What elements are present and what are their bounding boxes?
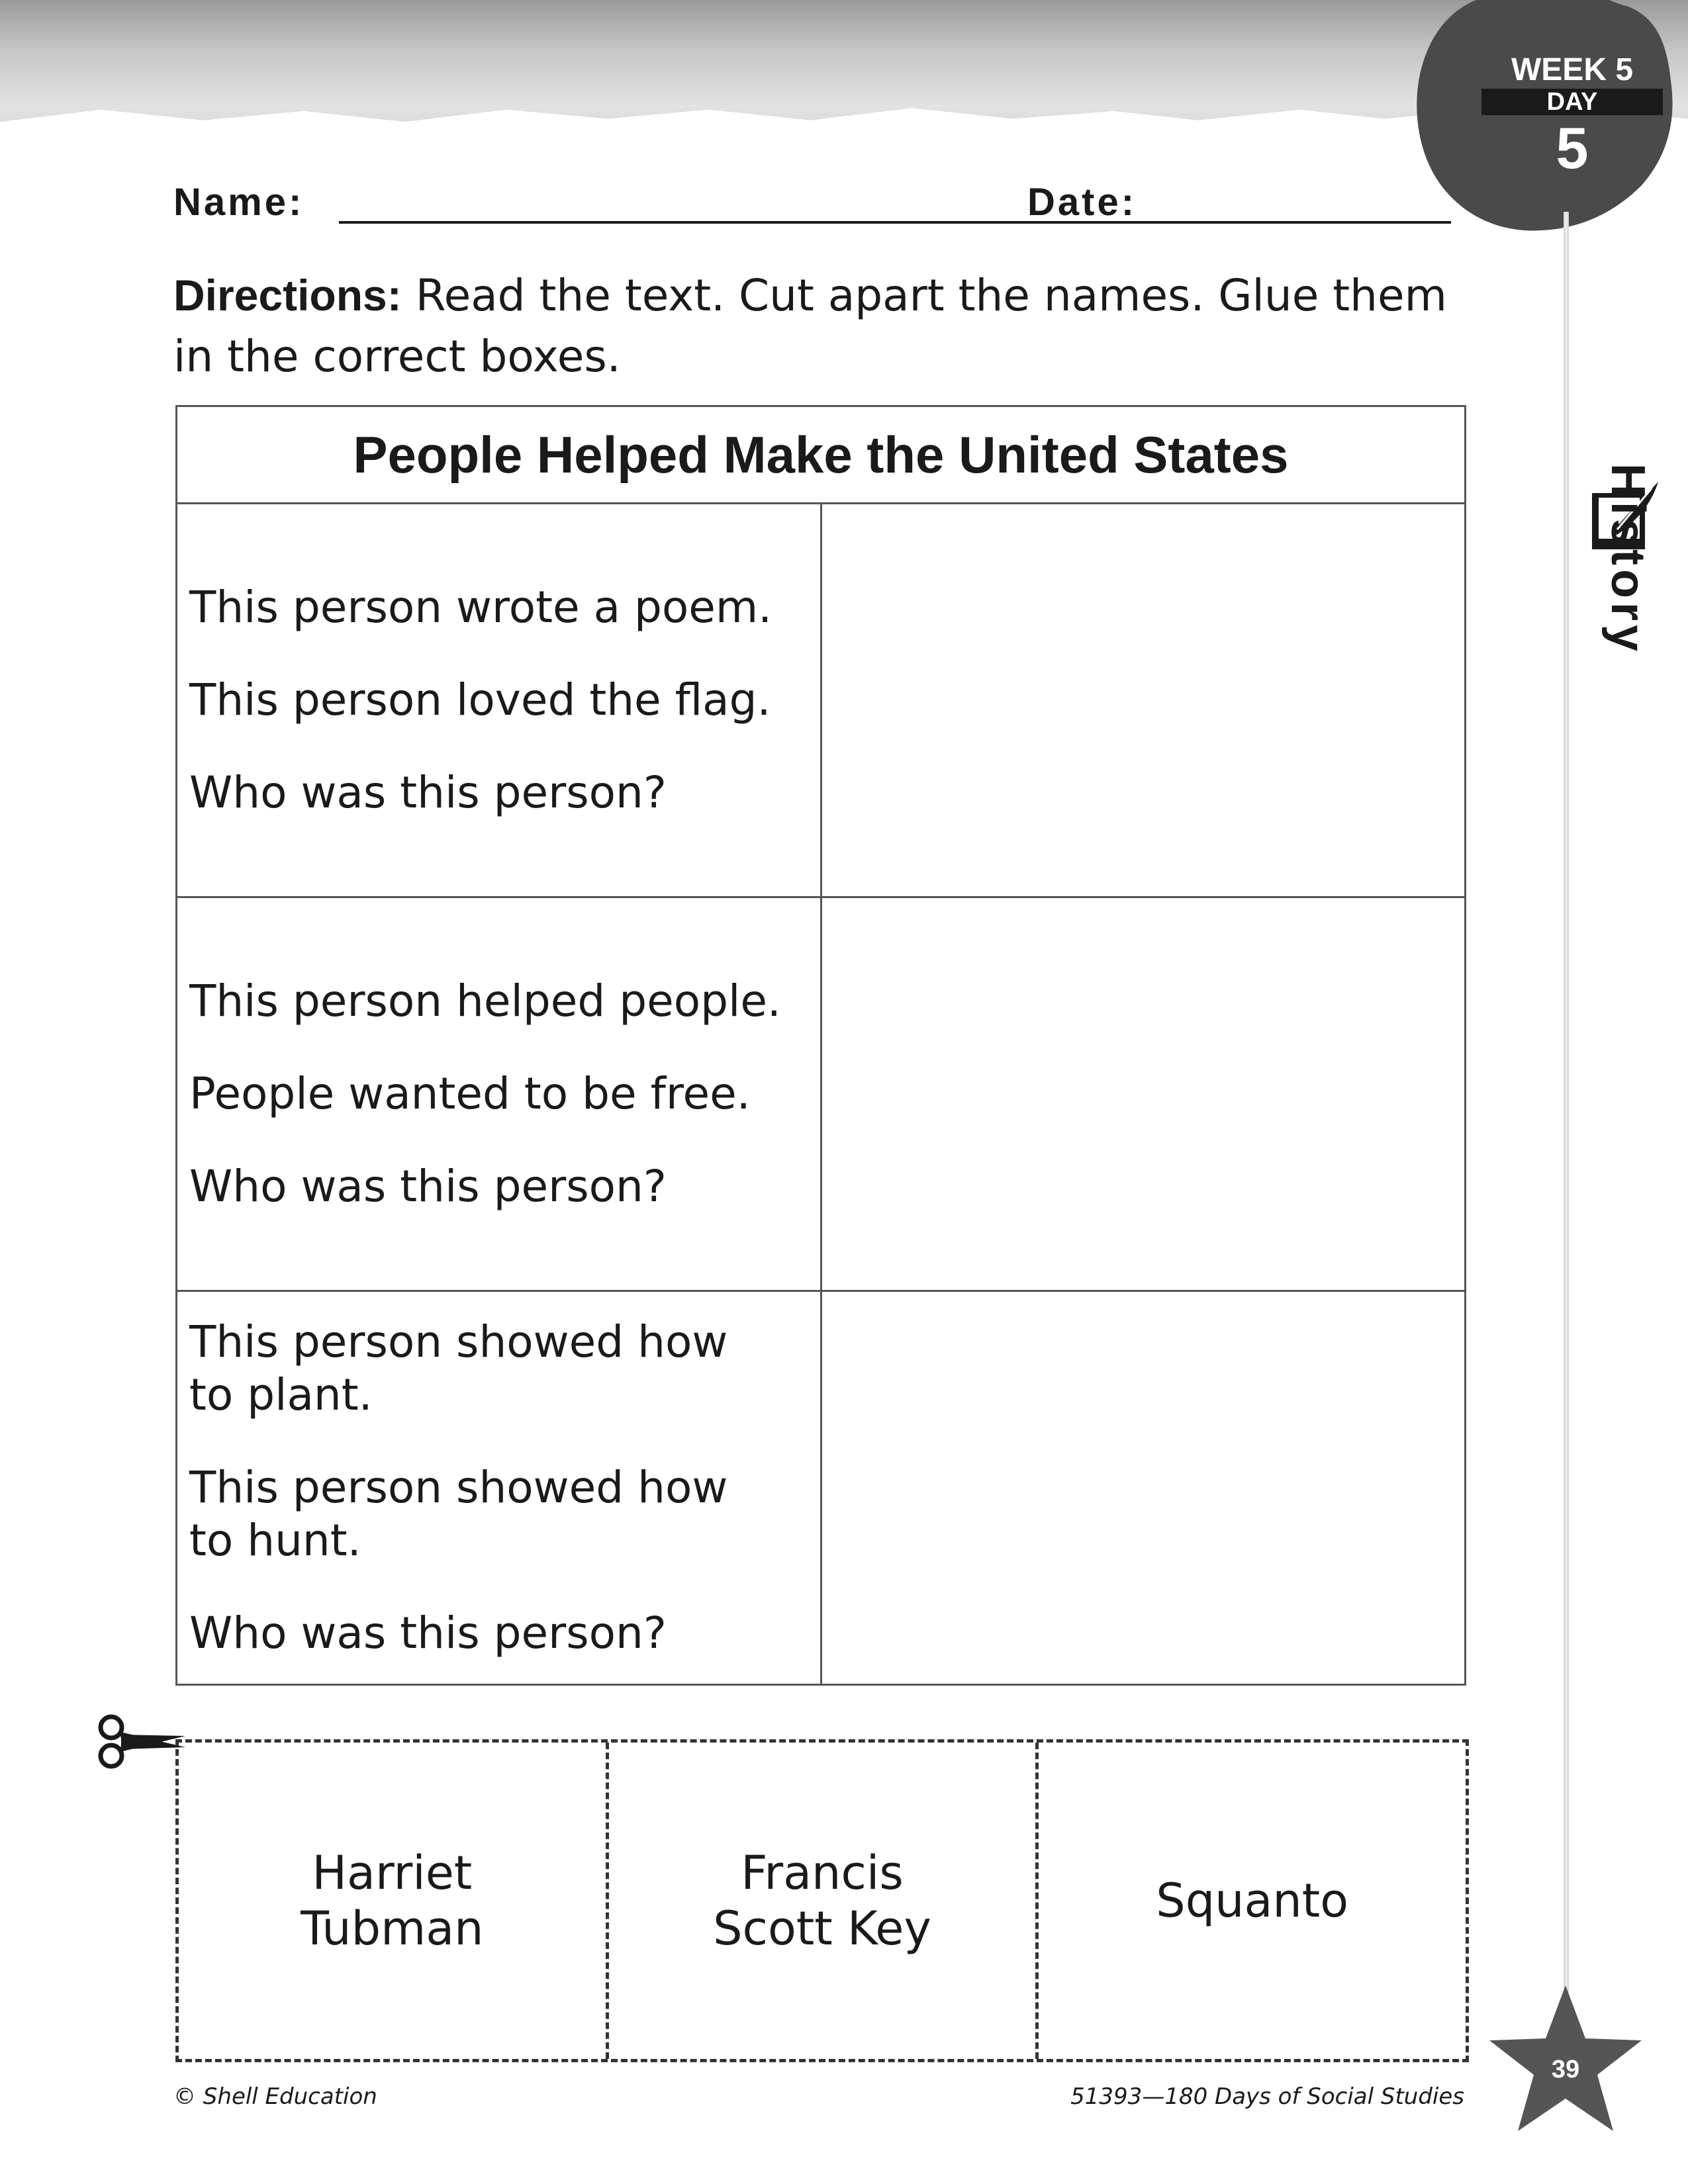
week-day-badge <box>1476 52 1668 181</box>
directions <box>173 265 1464 387</box>
table-row <box>177 897 1466 1291</box>
name-card[interactable] <box>1035 1743 1466 2059</box>
clue-text: This person showed how to hunt. <box>189 1462 728 1566</box>
clue-text: This person loved the flag. <box>189 674 771 725</box>
clue-cell <box>177 897 821 1291</box>
directions-label: Directions: <box>173 271 402 320</box>
clue-cell <box>177 1291 821 1685</box>
date-field[interactable] <box>1160 221 1451 224</box>
date-label: Date: <box>1027 181 1137 224</box>
name-card-label: Harriet Tubman <box>301 1846 484 1956</box>
people-table <box>175 405 1466 1686</box>
name-card[interactable] <box>606 1743 1036 2059</box>
glue-box[interactable] <box>821 1291 1466 1685</box>
clue-cell <box>177 504 821 897</box>
name-label: Name: <box>173 181 305 224</box>
table-row <box>177 1291 1466 1685</box>
clue-question: Who was this person? <box>189 1161 667 1212</box>
clue-text: This person wrote a poem. <box>189 582 773 633</box>
clue-question: Who was this person? <box>189 767 667 818</box>
name-date-row <box>173 180 1451 233</box>
footer-book-title: 51393—180 Days of Social Studies <box>1070 2083 1464 2110</box>
footer-copyright: © Shell Education <box>173 2083 377 2110</box>
name-card-label: Francis Scott Key <box>713 1846 931 1956</box>
subject-label: History <box>1601 463 1654 656</box>
clue-text: This person helped people. <box>189 976 781 1026</box>
glue-box[interactable] <box>821 897 1466 1291</box>
ribbon-line <box>1564 212 1569 2032</box>
page-number: 39 <box>1551 2056 1580 2083</box>
week-label: WEEK 5 <box>1511 52 1634 87</box>
day-number: 5 <box>1556 115 1589 181</box>
clue-text: This person showed how to plant. <box>189 1316 728 1420</box>
glue-box[interactable] <box>821 504 1466 897</box>
table-row <box>177 504 1466 897</box>
name-card[interactable] <box>179 1743 606 2059</box>
cut-out-strip <box>175 1739 1469 2062</box>
name-card-label: Squanto <box>1156 1874 1349 1928</box>
clue-question: Who was this person? <box>189 1608 667 1659</box>
directions-text: Read the text. Cut apart the names. Glue them in the correct boxes. <box>173 270 1447 382</box>
table-title: People Helped Make the United States <box>177 406 1466 504</box>
day-label: DAY <box>1481 89 1663 115</box>
clue-text: People wanted to be free. <box>189 1068 751 1119</box>
